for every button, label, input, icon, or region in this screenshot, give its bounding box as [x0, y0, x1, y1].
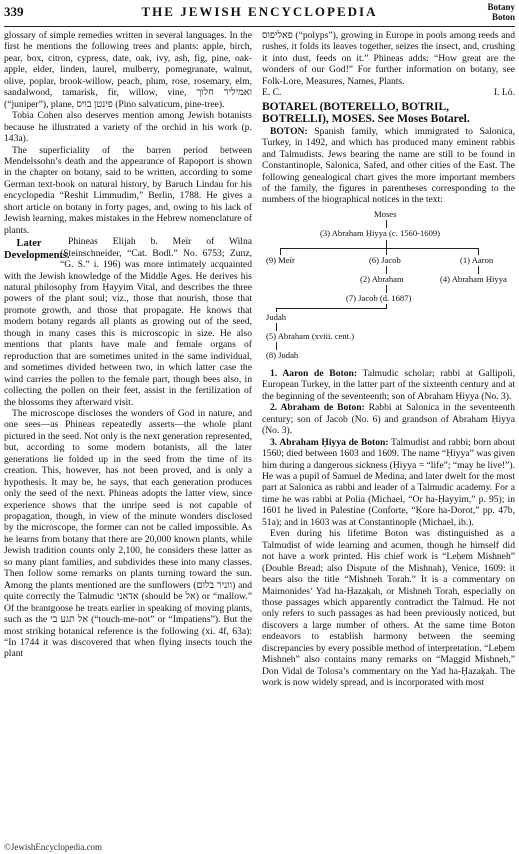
tree-node-abraham-hiyya: (3) Abraham Ḥiyya (c. 1560-1609) — [320, 227, 441, 238]
tree-node-aaron: (1) Aaron — [460, 254, 494, 265]
article-heading: BOTAREL (BOTERELLO, BOTRIL, BOTRELLI), MOSES. See Moses Botarel. — [262, 100, 470, 126]
left-column — [4, 30, 252, 660]
tree-node-abraham-5: (5) Abraham (xviii. cent.) — [266, 330, 355, 341]
tree-node-judah-8: (8) Judah — [266, 349, 299, 360]
entry-body: Rabbi at Salonica in the seventeenth century; son of Jacob (No. 6) and grandson of Abraham Ḥiyya (No. 3). — [262, 402, 516, 437]
entry-body: Talmudist and rabbi; born about 1560; died between 1603 and 1609. The name “Ḥiyya” was given him during a dangerous sickness (Ḥiyya = “life”; “may he live!”). He was a pupil of Samuel de Medina, and later dwelt for the most part at Salonica as rabbi and leader of a Talmudic academy. For a time he was rabbi at Polia (Michael, “Or ha-Ḥayyim,” p. 95); in 1601 he lived in Palestine (Conforte, “Ḳore ha-Dorot,” pp. 47b, 51a); and in 1603 was at Constantinople (Michael, ib.). — [262, 436, 515, 528]
copyright-footer: ©JewishEncyclopedia.com — [4, 842, 103, 852]
entry-title: 2. Abraham de Boton: — [270, 402, 365, 414]
side-heading: Later Developments. — [4, 238, 70, 262]
article-title: BOTON: — [270, 125, 308, 137]
topic-range — [487, 2, 515, 22]
tree-node-jacob-6: (6) Jacob — [369, 254, 401, 265]
page-number: 339 — [4, 4, 24, 19]
tree-node-judah: Judah — [266, 311, 287, 322]
signature-line — [262, 87, 515, 98]
entry-body: Talmudic scholar; rabbi at Gallipoli, European Turkey, in the latter part of the sixteenth century and at the beginning of the seventeenth; son of Abraham Ḥiyya (No. 3). — [262, 367, 515, 402]
tree-node-meir: (9) Meïr — [266, 254, 295, 265]
entry-abraham-hiyya — [262, 437, 515, 529]
tree-node-abraham-2: (2) Abraham — [360, 273, 404, 284]
paragraph: Phineas Elijah b. Meïr of Wilna (Steinschneider, “Cat. Bodl.” No. 6753; Zunz, “G. S.” i. 196) was more intimately acquainted with the Jewish knowledge of the Middle Ages. He derives his natural philosophy from Ḥayyim Vital, and describes the three powers of the plant soul; viz., those that nourish, those that promote growth, and those that propagate. He knows that modern botany regards all plants as growing out of the seed, though in many cases this is microscopic in size. He also mentions that plants have male and female organs of reproduction that are sometimes united in the same individual, and sometimes divided between two, in which latter case the wind carries the pollen to the female part, though bees also, in collecting the pollen on their feet, assist in the fertilization of the blossoms they afterward visit. — [4, 236, 252, 408]
right-column — [262, 30, 515, 689]
tree-node-moses: Moses — [374, 208, 397, 219]
entry-aaron — [262, 368, 515, 402]
paragraph: The microscope discloses the wonders of God in nature, and one sees—as Phineas repeatedly asserts—the whole plant pictured in the seed. Not only is the next generation represented, but, according to some modern botanists, all the later generations lie folded up in the seed from the time of its creation. This, however, has not been proved, and is only a hypothesis. It may be, he says, that each generation produces only the seed of the next. Phineas adopts the latter view, since experience shows that the unripe seed is not capable of propagation, though, in view of the minute wonders disclosed by the microscope, the former can not be called impossible. As he learns from botany that there are 20,000 known plants, while Jewish tradition counts only 2,100, he considers these latter as so many plant families, and subdivides these into many classes. Then follow some remarks on plants turning toward the sun. Among the plants mentioned are the sunflowers (ווניר בלום) and quite correctly the Talmudic אדאני (should be אל) or “mallow.” Of the brantgoose he treats earlier in speaking of moving plants, such as the אל תגע בי (“touch-me-not” or “Impatiens”). But the most striking botanical reference is the following (xi. 4f, 63a): “In 1744 it was discovered that when flying insects touch the plant — [4, 407, 252, 660]
tree-node-jacob-7: (7) Jacob (d. 1687) — [346, 292, 412, 303]
signature-initials-right: I. Lö. — [493, 87, 515, 99]
paragraph: The superficiality of the barren period between Mendelssohn’s death and the appearance of Rapoport is shown in the chapter on botany, said to be written, according to some German text-book on natural history, by Baruch Lindau for his encyclopedia “Reshit Limmudim,” Berlin, 1788. He gives a short article on botany in forty pages, and, owing to his lack of Jewish learning, makes mistakes in the Hebrew nomenclature of plants. — [4, 144, 252, 236]
article-body: Spanish family, which immigrated to Salonica, Turkey, in 1492, and which has produced many eminent rabbis and Talmudists. Jews bearing the name are still to be found in Constantinople, Salonica, Safed, and other cities of the East. The following genealogical chart gives the more important members of the family, the figures in parentheses corresponding to the numbers of the biographical notices in the text: — [262, 125, 515, 206]
entry-abraham — [262, 402, 515, 436]
tree-node-abraham-hiyya-4: (4) Abraham Ḥiyya — [440, 273, 507, 284]
entry-title: 3. Abraham Ḥiyya de Boton: — [270, 436, 389, 448]
topic-last: Boton — [491, 12, 515, 22]
paragraph: Tobia Cohen also deserves mention among Jewish botanists because he illustrated a variety of the orchid in his work (p. 143a). — [4, 110, 252, 145]
topic-first: Botany — [487, 2, 515, 12]
page-header — [4, 2, 515, 27]
paragraph: glossary of simple remedies written in several languages. In the first he mentions the following trees and plants: apple, birch, pear, box, citron, cypress, date, oak, ivy, ash, fig, pine, oak-apple, elder, linden, laurel, mulberry, pomegranate, walnut, olive, poplar, brook-willow, peach, plum, rose, rosemary, elm, sandalwood, tamarisk, fir, willow, vine, ואמיליר חלוך (“juniper”), plane, פינטן בויס (Pino salvaticum, pine-tree). — [4, 30, 252, 110]
entry-title: 1. Aaron de Boton: — [270, 367, 358, 379]
genealogy-chart — [262, 209, 515, 365]
paragraph: פאליפוס (“polyps”), growing in Europe in pools among reeds and rushes, it folds its leaves together, seizes the insect, and, crushing it into dust, feeds on it.” Phineas adds: “How great are the wonders of our God!” For further information on botany, see Folk-Lore, Measures, Names, Plants. — [262, 30, 515, 87]
running-title: THE JEWISH ENCYCLOPEDIA — [141, 4, 378, 19]
paragraph — [262, 126, 515, 206]
paragraph: Even during his lifetime Boton was distinguished as a Talmudist of wide learning and acumen, though he himself did not have a work printed. His chief work is “Leḥem Mishneh” (Double Bread; also Dispute of the Mishnah), Venice, 1609: it bears also the title “Mishneh Torah.” It is a commentary on Maimonides’ Yad ha-Ḥazaḳah, or Mishneh Torah, especially on those passages which apparently contradict the Talmud. He not only refers to such passages as had been previously noticed, but discovers a large number of others. At the same time Boton endeavors to establish harmony between the seeming discrepancies by every possible method of interpretation. “Leḥem Mishneh” also contains many remarks on “Maggid Mishneh,” Don Vidal de Tolosa’s commentary on the Yad ha-Ḥazaḳah. The work is now widely spread, and is incorporated with most — [262, 528, 515, 689]
signature-initials-left: E. C. — [262, 87, 282, 99]
